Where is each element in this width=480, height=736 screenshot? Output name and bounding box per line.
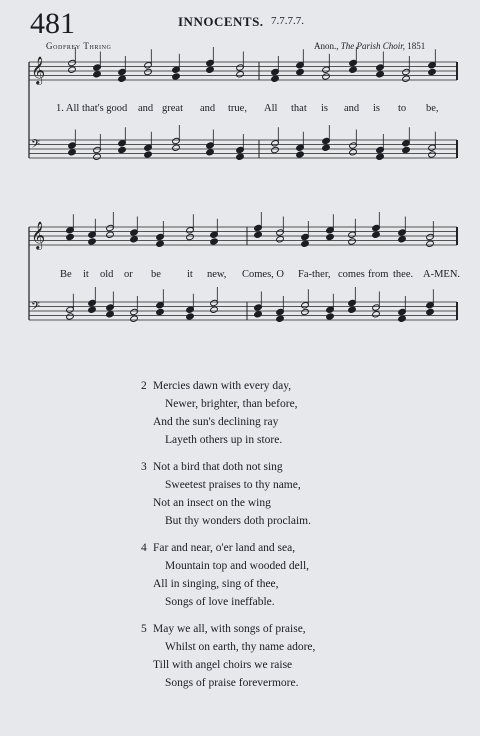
notehead [426,240,435,247]
notehead [210,238,219,245]
verse-number: 3 [141,461,147,473]
lyric-syllable: thee. [393,269,414,280]
lyric-syllable: that [291,103,307,114]
bass-clef-icon: 𝄢 [31,138,41,154]
lyric-syllable: 1. All that's good [56,103,128,114]
verse-line: Whilst on earth, thy name adore, [165,641,316,653]
verse-line: Newer, brighter, than before, [165,398,298,410]
notehead [156,240,165,247]
notehead [301,240,310,247]
verse-line: Not an insect on the wing [153,497,271,509]
lyric-syllable: Comes, O [242,269,284,280]
notehead [186,233,195,240]
notehead [88,238,97,245]
notehead [88,306,97,313]
notehead [276,315,285,322]
source-prefix: Anon., [314,41,339,51]
notehead [402,75,411,82]
music-score [0,0,480,340]
notehead [118,75,127,82]
lyric-syllable: is [373,103,381,114]
treble-clef-icon: 𝄞 [31,56,46,84]
notehead [428,151,437,158]
source-year: 1851 [407,41,426,51]
notehead [322,144,331,151]
lyric-syllable: true, [228,103,247,114]
notehead [348,238,357,245]
notehead [271,146,280,153]
lyrics-line-1 [0,103,480,117]
bass-clef-icon: 𝄢 [31,300,41,316]
hymn-number: 481 [30,7,75,40]
verse-number: 5 [141,623,147,635]
lyric-syllable: great [162,103,183,114]
lyric-syllable: be [151,269,161,280]
verse-line: Mercies dawn with every day, [153,380,292,392]
notehead [106,311,115,318]
notehead [210,306,219,313]
lyric-syllable: to [398,103,407,114]
lyric-syllable: is [321,103,329,114]
notehead [206,149,215,156]
verse-line: Sweetest praises to thy name, [165,479,301,491]
notehead [398,315,407,322]
lyric-syllable: from [368,269,389,280]
notehead [296,68,305,75]
verses [0,378,480,698]
notehead [68,66,77,73]
lyric-syllable: A-MEN. [423,269,461,280]
author-credit: Godfrey Thring [46,41,112,51]
notehead [398,236,407,243]
notehead [66,233,75,240]
notehead [186,313,195,320]
lyric-syllable: new, [207,269,227,280]
notehead [130,236,139,243]
lyric-syllable: old [100,269,114,280]
notehead [130,315,139,322]
lyric-syllable: and [138,103,154,114]
verse-line: And the sun's declining ray [153,416,279,428]
verse-number: 2 [141,380,147,392]
lyric-syllable: comes [338,269,365,280]
source-title: The Parish Choir, [340,41,406,51]
notehead [118,146,127,153]
notehead [254,231,263,238]
verse-line: Songs of love ineffable. [165,596,275,608]
notehead [326,313,335,320]
notehead [144,151,153,158]
notehead [276,236,285,243]
notehead [68,149,77,156]
notehead [428,68,437,75]
meter: 7.7.7.7. [271,15,304,27]
lyric-syllable: it [83,269,89,280]
verse-line: All in singing, sing of thee, [153,578,279,590]
notehead [93,153,102,160]
notehead [144,68,153,75]
verse-line: But thy wonders doth proclaim. [165,515,311,527]
tune-name: INNOCENTS. [178,14,264,29]
notehead [156,308,165,315]
lyric-syllable: be, [426,103,439,114]
verse-line: Mountain top and wooded dell, [165,560,310,572]
notehead [236,153,245,160]
notehead [296,151,305,158]
notehead [172,73,181,80]
notehead [372,311,381,318]
treble-clef-icon: 𝄞 [31,221,46,249]
lyric-syllable: and [200,103,216,114]
lyric-syllable: All [264,103,278,114]
notehead [349,66,358,73]
notehead [376,153,385,160]
notehead [254,311,263,318]
notehead [236,71,245,78]
notehead [426,308,435,315]
verse-line: Till with angel choirs we raise [153,659,293,671]
verse-line: Not a bird that doth not sing [153,461,283,473]
notehead [66,313,75,320]
notehead [349,149,358,156]
lyric-syllable: and [344,103,360,114]
notehead [326,233,335,240]
verse-number: 4 [141,542,147,554]
lyric-syllable: Fa-ther, [298,269,331,280]
notehead [372,231,381,238]
notehead [301,308,310,315]
notehead [322,73,331,80]
verse-line: Songs of praise forevermore. [165,677,299,689]
lyric-syllable: it [187,269,193,280]
lyrics-line-2 [0,269,480,283]
notehead [402,146,411,153]
notehead [93,71,102,78]
verse-line: Layeth others up in store. [165,434,283,446]
notehead [271,75,280,82]
notehead [348,306,357,313]
lyric-syllable: Be [60,269,72,280]
verse-line: May we all, with songs of praise, [153,623,306,635]
notehead [376,71,385,78]
verse-line: Far and near, o'er land and sea, [153,542,296,554]
notehead [106,231,115,238]
notehead [172,144,181,151]
lyric-syllable: or [124,269,133,280]
notehead [206,66,215,73]
